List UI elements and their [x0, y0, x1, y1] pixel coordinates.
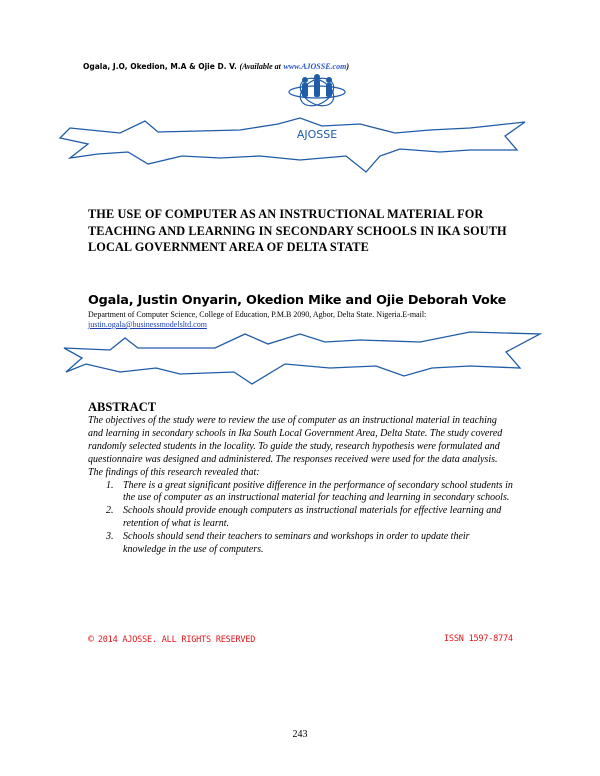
finding-text: Schools should provide enough computers as instructional materials for effective learning and retention of what is learnt. [123, 505, 502, 530]
issn-label: ISSN 1597-8774 [444, 634, 513, 644]
finding-number: 1. [106, 479, 114, 491]
affiliation-text: Department of Computer Science, College of Education, P.M.B 2090, Agbor, Delta State. Nigeria.E-mail: [88, 310, 427, 319]
findings-list [88, 480, 513, 557]
abstract-paragraph: The objectives of the study were to review the use of computer as an instructional material in teaching and learning in secondary schools in Ika South Local Government Area, Delta State. The study covered randomly selected students in the locality. To guide the study, research hypothesis were formulated and questionnaire was designed and administered. The responses received were used for the data analysis. [88, 415, 503, 465]
finding-item [88, 531, 513, 557]
middle-star-banner [64, 332, 540, 384]
abstract-heading: ABSTRACT [88, 400, 157, 414]
header-available-suffix: ) [346, 62, 349, 71]
running-header [83, 62, 349, 71]
copyright-text: 2014 AJOSSE. ALL RIGHTS RESERVED [97, 635, 256, 645]
finding-item [88, 480, 513, 506]
abstract-body [88, 415, 513, 557]
copyright-symbol: © [88, 634, 94, 645]
finding-number: 3. [106, 531, 114, 543]
finding-number: 2. [106, 505, 114, 517]
findings-intro: The findings of this research revealed that: [88, 466, 260, 478]
ajosse-logo [272, 72, 362, 140]
author-affiliation [88, 310, 518, 330]
paper-title: THE USE OF COMPUTER AS AN INSTRUCTIONAL MATERIAL FOR TEACHING AND LEARNING IN SECONDARY SCHOOLS IN IKA SOUTH LOCAL GOVERNMENT AREA OF DELTA STATE [88, 207, 507, 254]
finding-item [88, 505, 513, 531]
header-authors: Ogala, J.O, Okedion, M.A & Ojie D. V. [83, 62, 237, 71]
finding-text: Schools should send their teachers to seminars and workshops in order to update their knowledge in the use of computers. [123, 531, 470, 556]
copyright-notice [88, 634, 255, 645]
header-site-link[interactable]: www.AJOSSE.com [283, 62, 347, 71]
paper-authors: Ogala, Justin Onyarin, Okedion Mike and Ojie Deborah Voke [88, 293, 507, 308]
page-number: 243 [292, 729, 308, 740]
finding-text: There is a great significant positive difference in the performance of secondary school students in the use of computer as an instructional material for teaching and learning in secondary schools. [123, 479, 513, 504]
logo-text: AJOSSE [296, 128, 338, 140]
header-available-prefix: (Available at [239, 62, 281, 71]
author-email-link[interactable]: justin.ogala@businessmodelsltd.com [88, 320, 207, 329]
